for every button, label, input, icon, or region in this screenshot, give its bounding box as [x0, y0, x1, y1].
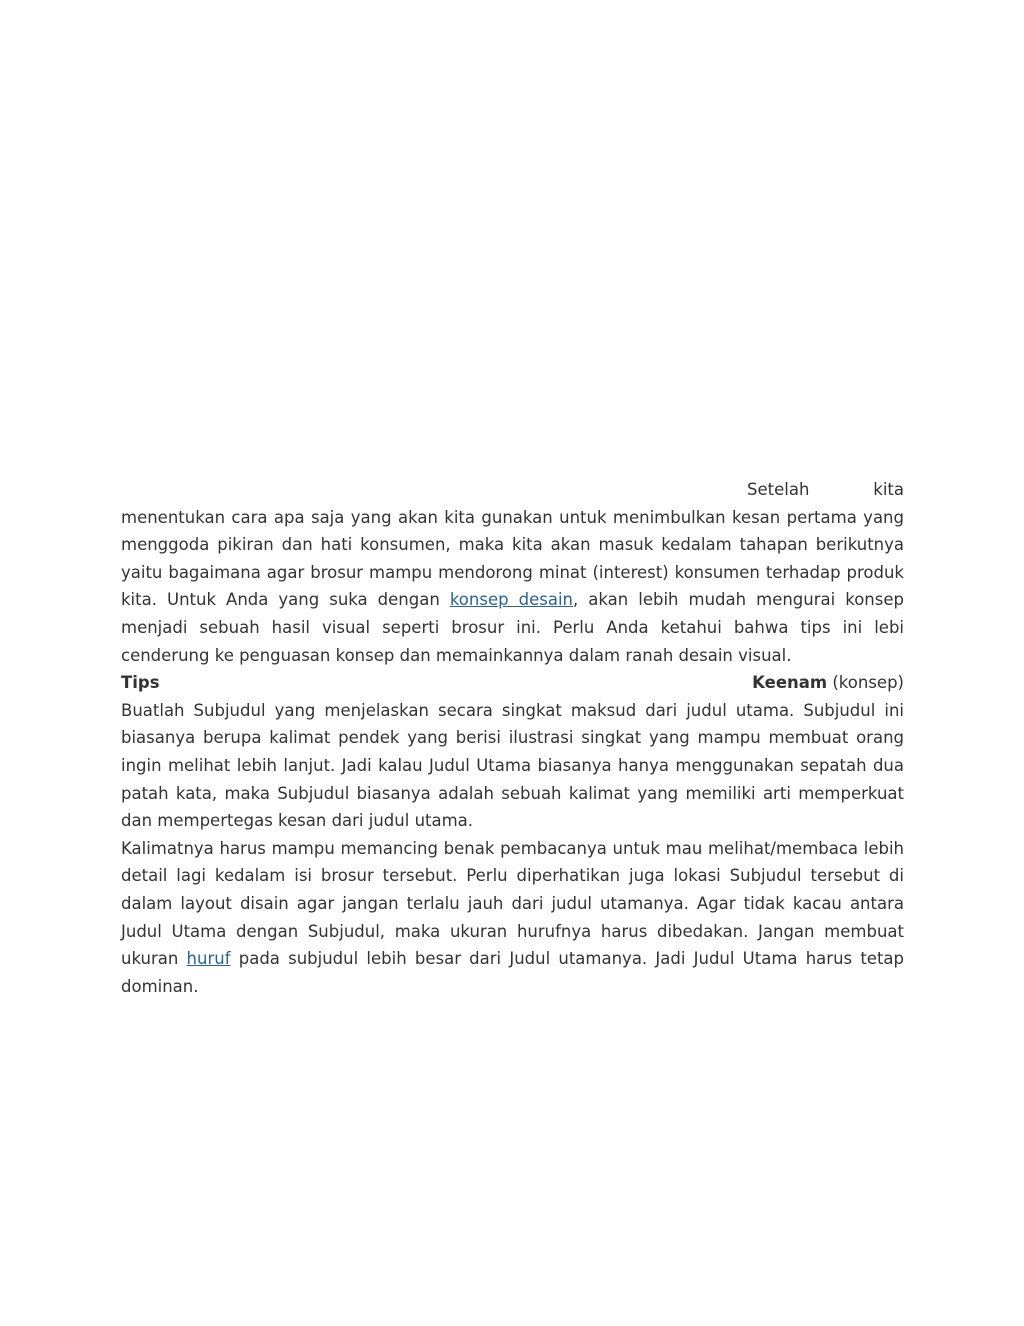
tips-heading-left: Tips — [121, 673, 160, 693]
subjudul-paragraph: Buatlah Subjudul yang menjelaskan secara singkat maksud dari judul utama. Subjudul ini biasanya berupa kalimat pendek yang berisi ilustrasi singkat yang mampu membuat orang ingin melihat lebih lanjut. Jadi kalau Judul Utama biasanya hanya menggunakan sepatah dua patah kata, maka Subjudul biasanya adalah sebuah kalimat yang memiliki arti memperkuat dan mempertegas kesan dari judul utama. — [121, 700, 904, 831]
kalimat-paragraph — [121, 835, 904, 1001]
intro-text-before-link: menentukan cara apa saja yang akan kita gunakan untuk menimbulkan kesan pertama yang menggoda pikiran dan hati konsumen, maka kita akan masuk kedalam tahapan berikutnya yaitu bagaimana agar brosur mampu mendorong minat (interest) konsumen terhadap produk kita. Untuk Anda yang suka dengan — [121, 507, 904, 610]
para3-text-before-link: Kalimatnya harus mampu memancing benak pembacanya untuk mau melihat/membaca lebih detail lagi kedalam isi brosur tersebut. Perlu diperhatikan juga lokasi Subjudul tersebut di dalam layout disain agar jangan terlalu jauh dari judul utamanya. Agar tidak kacau antara Judul Utama dengan Subjudul, maka ukuran hurufnya harus dibedakan. Jangan membuat ukuran — [121, 838, 904, 969]
intro-paragraph — [121, 504, 904, 670]
huruf-link[interactable]: huruf — [186, 949, 231, 969]
konsep-desain-link[interactable]: konsep desain — [449, 590, 573, 610]
intro-first-line — [121, 476, 904, 504]
intro-first-word: Setelah — [747, 480, 810, 499]
intro-text-after-link: , akan lebih mudah mengurai konsep menjadi sebuah hasil visual seperti brosur ini. Perlu Anda ketahui bahwa tips ini lebi cenderung ke penguasan konsep dan memainkannya dalam ranah desain visual. — [121, 590, 904, 665]
intro-first-line-end: kita — [873, 480, 904, 499]
para3-text-after-link: pada subjudul lebih besar dari Judul utamanya. Jadi Judul Utama harus tetap dominan. — [121, 949, 905, 996]
document-body — [121, 476, 904, 1000]
tips-heading — [121, 669, 904, 697]
tips-heading-right — [752, 669, 904, 697]
tips-heading-number: Keenam — [752, 673, 828, 693]
tips-heading-topic: (konsep) — [832, 673, 904, 693]
